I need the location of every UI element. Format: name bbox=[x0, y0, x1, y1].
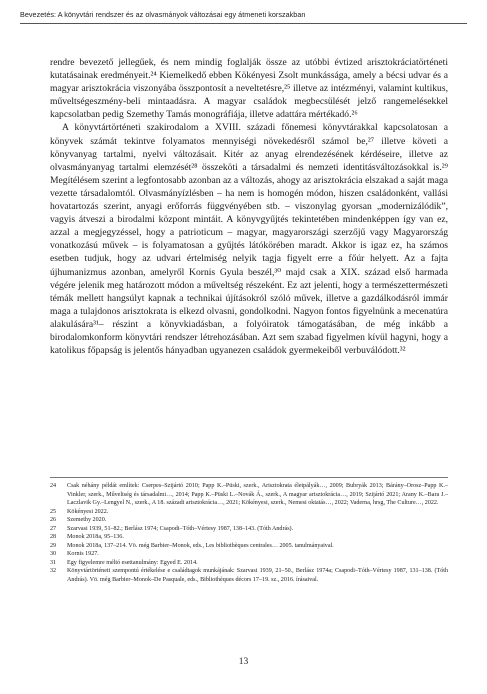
footnote-rule bbox=[50, 477, 448, 478]
footnote-number: 29 bbox=[50, 542, 57, 549]
footnote bbox=[50, 559, 448, 568]
footnote-text: Kornis 1927. bbox=[67, 551, 99, 557]
header-rule bbox=[20, 23, 467, 24]
footnote bbox=[50, 508, 448, 517]
footnote bbox=[50, 567, 448, 584]
footnote-number: 27 bbox=[50, 525, 57, 532]
footnote-number: 28 bbox=[50, 534, 57, 540]
running-head: Bevezetés: A könyvtári rendszer és az olvasmányok változásai egy átmeneti korszakban bbox=[20, 10, 306, 19]
footnote-number: 25 bbox=[50, 508, 57, 515]
footnote-text: Egy figyelemre méltó esettanulmány: Egyed E. 2014. bbox=[67, 559, 198, 566]
footnote-text: Csak néhány példát említek: Cserpes–Szijártó 2010; Papp K.–Püski, szerk., Arisztokrata életpályák…, 2009; Bubryák 2013; Bárány–Orosz–Papp K.–Vinkler, szerk., Műveltség és társadalmi…, 2014; Papp K.–Püski L.–Novák Á., szerk., A magyar arisztokrácia…, 2019; Szijártó 2021; Arany K.–Bara J.–Laczlavik Gy.–Lengyel N., szerk., A 18. századi arisztokrácia…, 2021; Kökényesi, szerk., Nemesi oktatás…, 2022; Vaderna, hrsg, The Culture…, 2022. bbox=[67, 483, 448, 506]
footnote-number: 30 bbox=[50, 551, 57, 557]
footnotes bbox=[50, 482, 448, 584]
footnote-text: Szemethy 2020. bbox=[67, 517, 107, 523]
footnote-text: Monok 2018a, 137–214. Vö. még Barbier–Monok, eds., Les bibliothèques centrales… 2005. tanulmányaival. bbox=[67, 542, 334, 549]
footnote-number: 31 bbox=[50, 559, 57, 566]
footnote-text: Monok 2018a, 95–136. bbox=[67, 534, 124, 540]
footnote-text: Kökényesi 2022. bbox=[67, 508, 109, 515]
footnote-number: 26 bbox=[50, 517, 57, 523]
footnote-text: Szarvasi 1939, 51–82.; Berlász 1974; Csapodi–Tóth–Vértesy 1987, 138–143. (Tóth András). bbox=[67, 525, 294, 532]
footnote bbox=[50, 516, 448, 525]
footnote-text: Könyvtártörténeti szempontú értékelése e családtagok munkájának: Szarvasi 1939, 21–50., Berlász 1974a; Csapodi–Tóth–Vértesy 1987, 131–138. (Tóth András). Vö. még Barbier–Monok–De Pasquale, eds., Bibliothèques décors 17–19. sz., 2016. írásaival. bbox=[67, 568, 448, 583]
footnote-number: 24 bbox=[50, 483, 57, 489]
footnote bbox=[50, 482, 448, 508]
footnote bbox=[50, 533, 448, 542]
paragraph: rendre bevezető jellegűek, és nem mindig foglalják össze az utóbbi évtized arisztokráciatörténeti kutatásainak eredményeit.²⁴ Kiemelkedő ebben Kökényesi Zsolt munkássága, amely a bécsi udvar és a magyar arisztokrácia viszonyába összpontosít a neveltetésre,²⁵ illetve az intézményi, valamint kultikus, műveltségeszmény-beli mintaadásra. A magyar családok megbecsülését jelző rangemelésekkel kapcsolatban pedig Szemethy Tamás monográfiája, illetve adattára mértékadó.²⁶ bbox=[50, 57, 448, 121]
footnote bbox=[50, 525, 448, 534]
footnote-number: 32 bbox=[50, 568, 57, 574]
paragraph: A könyvtártörténeti szakirodalom a XVIII. századi főnemesi könyvtárakkal kapcsolatosan a könyvek számát tekintve folyamatos mennyiségi növekedésről számol be,²⁷ illetve követi a könyvanyag tartalmi, nyelvi változásait. Kitér az anyag elrendezésének kérdéseire, illetve az olvasmányanyag tartalmi elemzését²⁸ összeköti a társadalmi és nemzeti identitásváltozásokkal is.²⁹ Megítélésem szerint a legfontosabb azonban az a változás, ahogy az arisztokrácia elszakad a saját maga vezette társadalomtól. Olvasmányízlésben – ha nem is homogén módon, hiszen családonként, vallási hovatartozás szerint, anyagi erőforrás függvényében stb. – viszonylag gyorsan „modernizálódik”, vagyis átveszi a birodalmi központ mintáit. A könyvgyűjtés tekintetében mindenképpen így van ez, azzal a megjegyzéssel, hogy a patrioticum – magyar, magyarországi szerzőjű vagy Magyarország vonatkozású művek – is folyamatosan a gyűjtés látókörében maradt. Akkor is igaz ez, ha számos esetben tudjuk, hogy az udvari értelmiség nelyik tagja figyelt erre a főúr helyett. Az a fajta újhumanizmus azonban, amelyről Kornis Gyula beszél,³⁰ majd csak a XIX. század első harmada végére jelenik meg határozott módon a műveltség részeként. Ez azt jelenti, hogy a természettermészeti témák mellett hangsúlyt kapnak a technikai újításokról szóló művek, illetve a gazdálkodásról immár maga a tulajdonos arisztokrata is elkezd olvasni, gondolkodni. Nagyon fontos figyelnünk a mecenatúra alakulására³¹– részint a könyvkiadásban, a folyóiratok támogatásában, de még inkább a birodalomkonform könyvtári rendszer létrehozásában. Azt sem szabad figyelmen kívül hagyni, hogy a katolikus főpapság is jelentős hányadban ugyanezen családok gyermekeiből verbuválódott.³² bbox=[50, 122, 448, 357]
footnote bbox=[50, 550, 448, 559]
page-number: 13 bbox=[238, 657, 249, 667]
main-text bbox=[50, 56, 448, 357]
footnote bbox=[50, 542, 448, 551]
